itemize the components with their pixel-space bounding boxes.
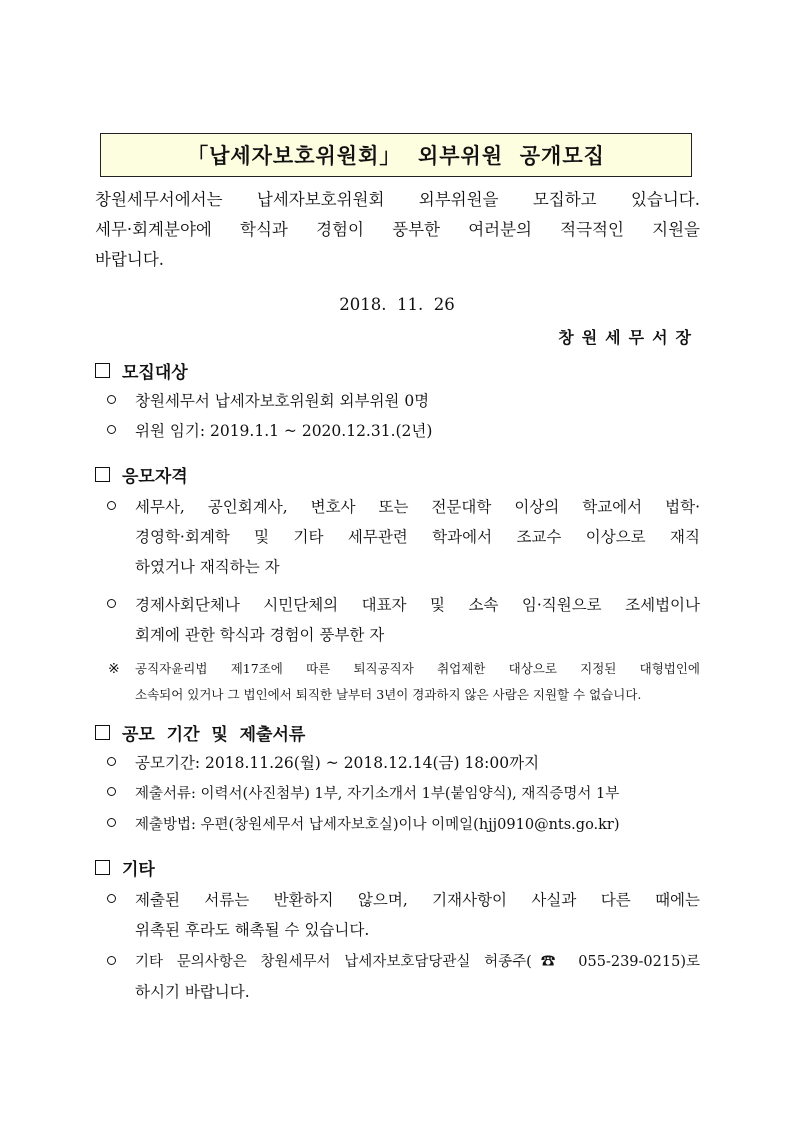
circle-bullet-icon [107,818,116,827]
list-item-text: 창원세무서 납세자보호위원회 외부위원 0명 [135,392,430,410]
section-heading [95,356,700,384]
list-item [95,748,700,778]
list-item-line: 경영학·회계학 및 기타 세무관련 학과에서 조교수 이상으로 재직 [135,528,700,546]
section-heading-label: 공모 기간 및 제출서류 [122,724,306,745]
intro-line: 바랍니다. [95,250,165,269]
section-heading [95,718,700,746]
intro-line: 세무·회계분야에 학식과 경험이 풍부한 여러분의 적극적인 지원을 [95,220,700,239]
circle-bullet-icon [107,425,116,434]
list-item-text: 위원 임기: 2019.1.1 ~ 2020.12.31.(2년) [135,422,433,440]
list-item-line: 회계에 관한 학식과 경험이 풍부한 자 [135,626,385,644]
section-heading-label: 기타 [122,859,155,880]
list-item [95,416,700,446]
list-item-line: 세무사, 공인회계사, 변호사 또는 전문대학 이상의 학교에서 법학· [135,498,700,516]
circle-bullet-icon [107,894,116,903]
list-item-text: 공모기간: 2018.11.26(월) ~ 2018.12.14(금) 18:00까지 [135,754,540,772]
section-heading-label: 응모자격 [122,466,188,487]
section-heading-label: 모집대상 [122,362,188,383]
list-item [95,386,700,416]
section-recruit [95,356,700,446]
list-item-text: 제출서류: 이력서(사진첨부) 1부, 자기소개서 1부(붙임양식), 재직증명서 1부 [135,786,620,802]
checkbox-square-icon [95,363,110,378]
list-item-line: 기타 문의사항은 창원세무서 납세자보호담당관실 허종주(☎ 055-239-0215)로 [135,954,700,970]
section-heading [95,460,700,488]
intro-paragraph [95,185,700,275]
checkbox-square-icon [95,725,110,740]
circle-bullet-icon [107,395,116,404]
list-item-text: 제출방법: 우편(창원세무서 납세자보호실)이나 이메일(hjj0910@nts.go.kr) [135,817,620,833]
circle-bullet-icon [107,757,116,766]
list-item [95,809,700,840]
section-heading [95,853,700,881]
notice-date: 2018. 11. 26 [339,295,455,314]
list-item [95,885,700,945]
section-qualification [95,460,700,708]
list-item [95,590,700,650]
list-item [95,492,700,582]
section-period [95,718,700,840]
page-title: 「납세자보호위원회」 외부위원 공개모집 [187,144,605,168]
note [95,656,700,708]
list-item [95,778,700,809]
checkbox-square-icon [95,860,110,875]
circle-bullet-icon [107,956,116,965]
list-item [95,947,700,1007]
note-mark: ※ [108,661,120,677]
note-line: 소속되어 있거나 그 법인에서 퇴직한 날부터 3년이 경과하지 않은 사람은 지원할 수 없습니다. [135,687,642,702]
circle-bullet-icon [107,599,116,608]
list-item-line: 경제사회단체나 시민단체의 대표자 및 소속 임·직원으로 조세법이나 [135,596,700,614]
checkbox-square-icon [95,467,110,482]
circle-bullet-icon [107,787,116,796]
list-item-line: 하시기 바랍니다. [135,983,250,1001]
note-line: 공직자윤리법 제17조에 따른 퇴직공직자 취업제한 대상으로 지정된 대형법인에 [135,661,700,676]
list-item-line: 제출된 서류는 반환하지 않으며, 기재사항이 사실과 다른 때에는 [135,891,700,909]
intro-line: 창원세무서에서는 납세자보호위원회 외부위원을 모집하고 있습니다. [95,190,700,209]
section-etc [95,853,700,1007]
circle-bullet-icon [107,501,116,510]
list-item-line: 위촉된 후라도 해촉될 수 있습니다. [135,921,370,939]
list-item-line: 하였거나 재직하는 자 [135,558,280,576]
title-box [100,133,692,177]
signer: 창원세무서장 [558,328,699,347]
